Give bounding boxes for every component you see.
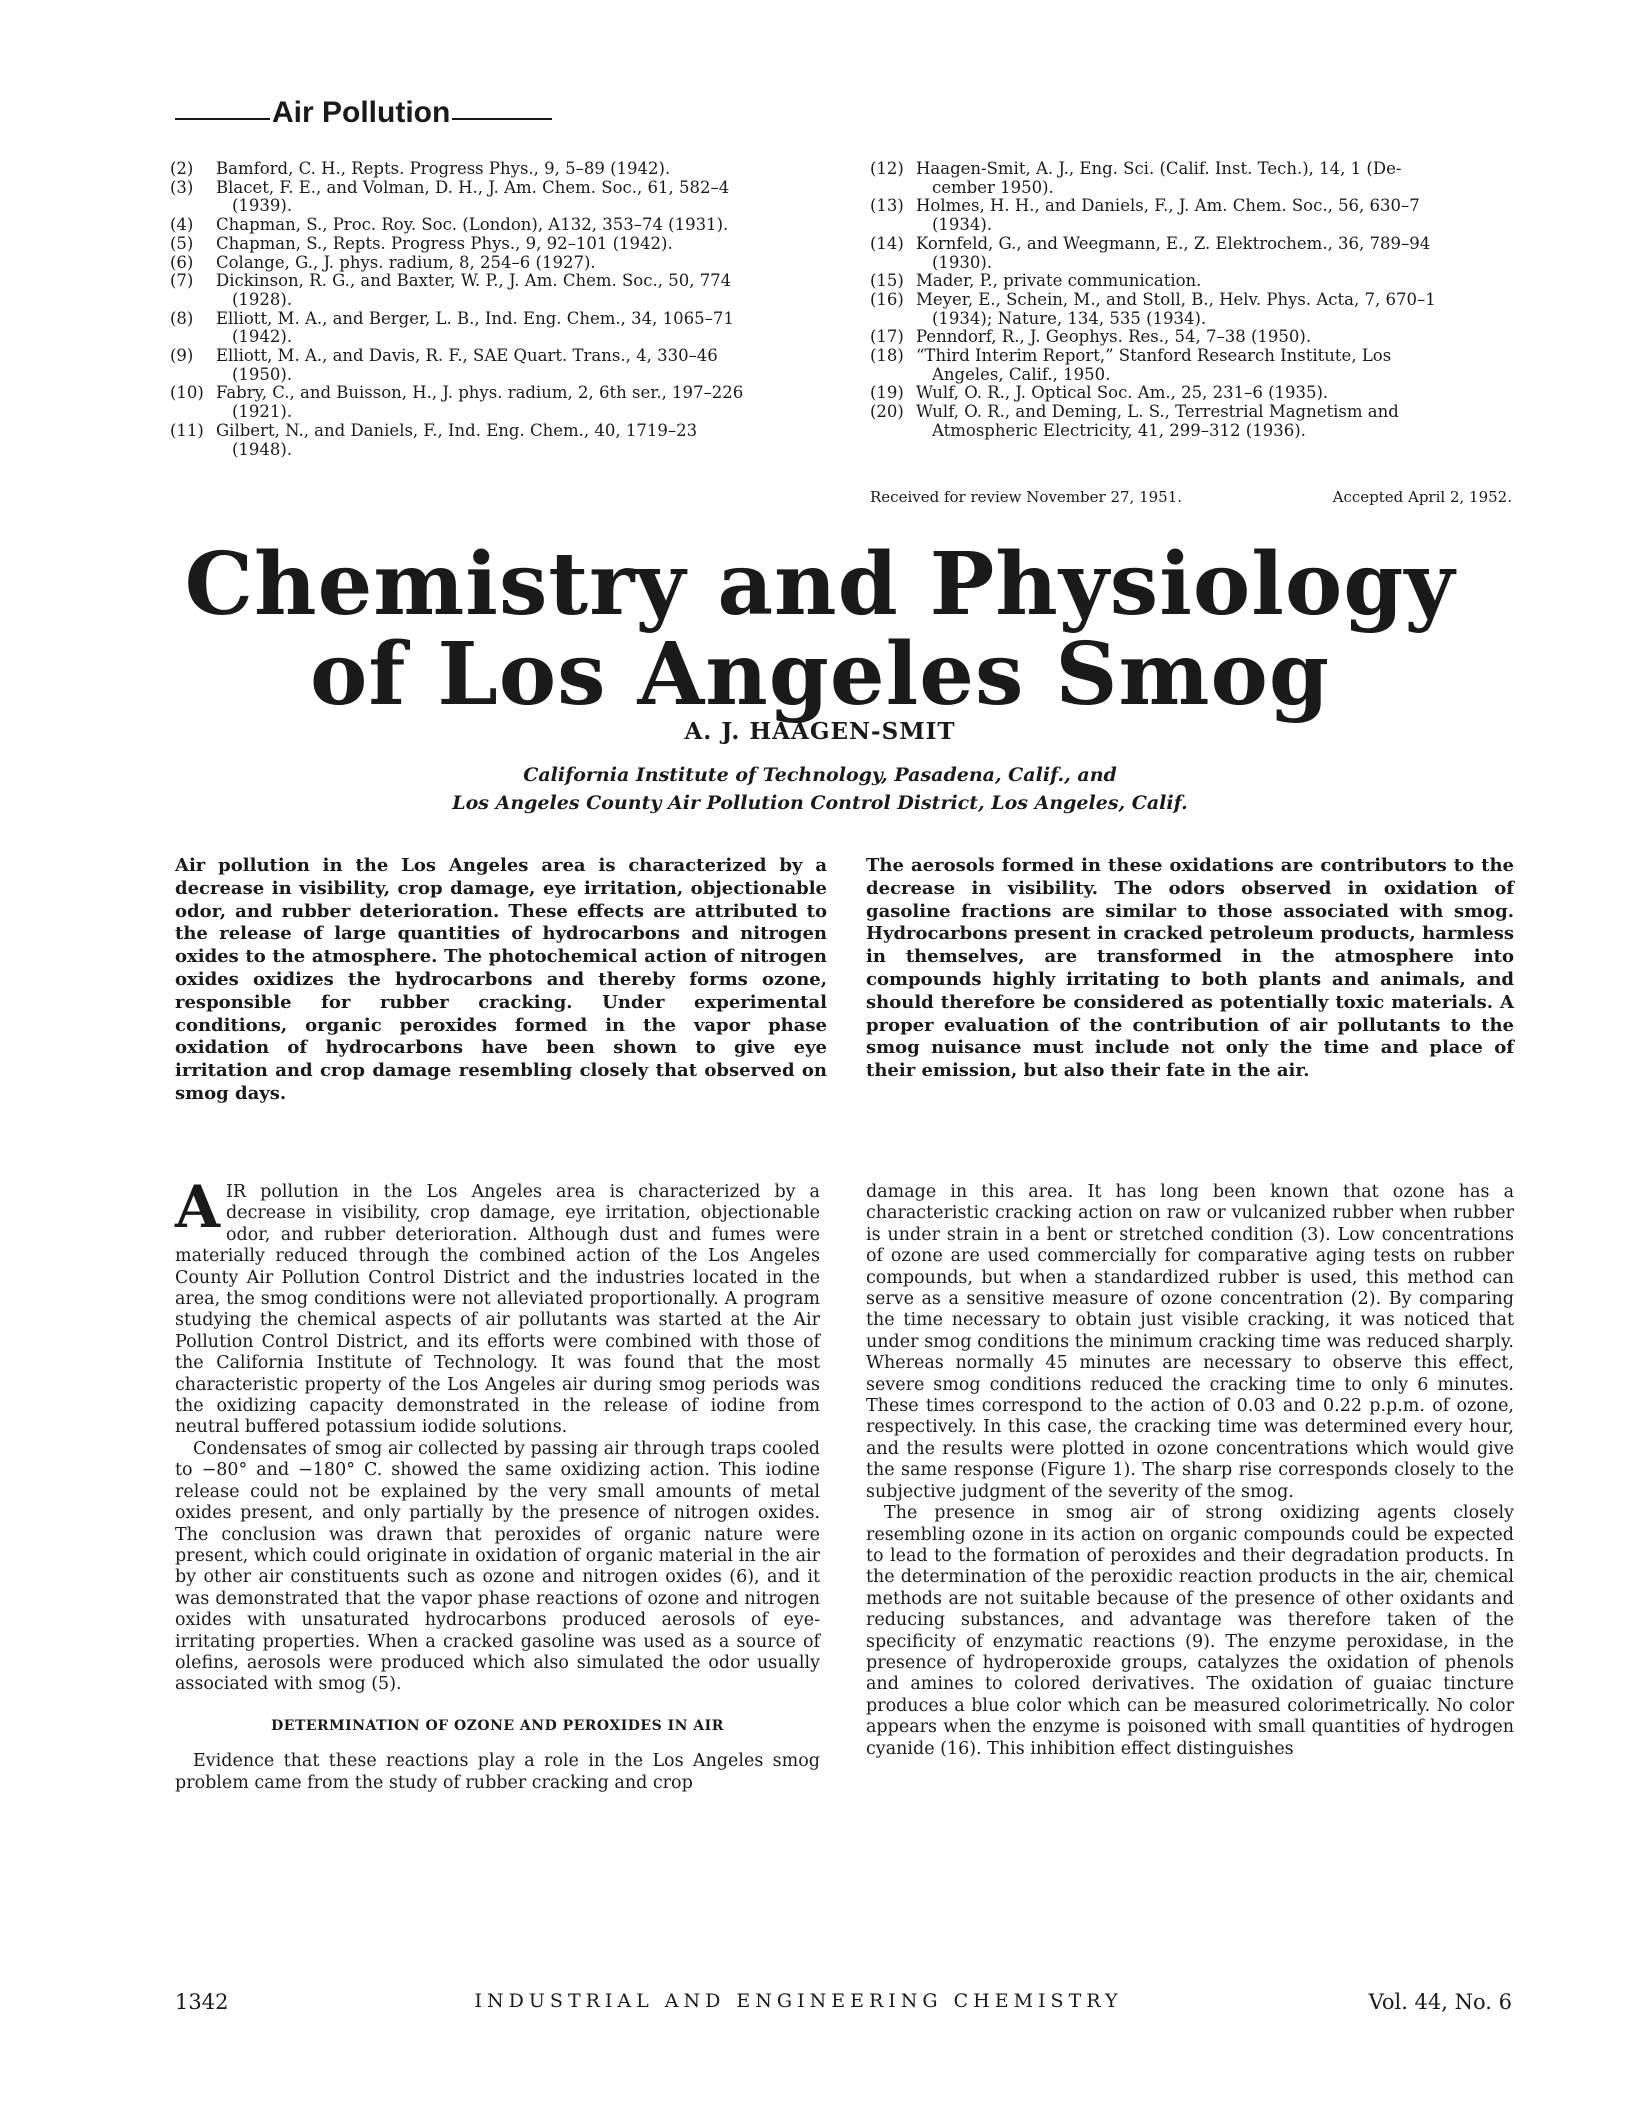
reference-line: Haagen-Smit, A. J., Eng. Sci. (Calif. Inst. Tech.), 14, 1 (De-: [916, 159, 1402, 178]
affiliation-line-2: Los Angeles County Air Pollution Control District, Los Angeles, Calif.: [452, 792, 1188, 814]
reference-text: [216, 160, 825, 179]
author-name: A. J. HAAGEN-SMIT: [684, 718, 956, 745]
reference-text: [916, 235, 1512, 272]
reference-number: (2): [170, 159, 194, 178]
reference-text: [216, 254, 825, 273]
reference-line: (1930).: [932, 252, 993, 272]
reference-line: “Third Interim Report,” Stanford Research Institute, Los: [916, 346, 1392, 366]
reference-item: [170, 216, 825, 235]
body-paragraph: [175, 1173, 820, 1439]
reference-text: [916, 384, 1512, 403]
reference-number: (13): [870, 196, 904, 216]
reference-text: [916, 403, 1512, 440]
reference-line: Mader, P., private communication.: [916, 271, 1202, 291]
reference-text: [216, 216, 825, 235]
reference-line: Wulf, O. R., and Deming, L. S., Terrestrial Magnetism and: [916, 402, 1399, 422]
reference-line: (1950).: [232, 364, 293, 384]
reference-item: [870, 160, 1512, 197]
reference-number: (18): [870, 346, 904, 366]
reference-number: (14): [870, 233, 904, 253]
volume-issue: Vol. 44, No. 6: [1368, 1990, 1512, 2014]
reference-line: (1934); Nature, 134, 535 (1934).: [932, 308, 1207, 328]
reference-line: (1948).: [232, 439, 293, 459]
body-column-right: [866, 1182, 1514, 1760]
reference-line: Fabry, C., and Buisson, H., J. phys. radium, 2, 6th ser., 197–226: [216, 383, 744, 403]
paragraph-text: IR pollution in the Los Angeles area is characterized by a decrease in visibility, crop damage, eye irritation, objectionable odor, and rubber deterioration. Although dust and fumes were materially reduced through the combined action of the Los Angeles County Air Pollution Control District and the industries located in the area, the smog conditions were not alleviated proportionally. A program studying the chemical aspects of air pollutants was started at the Air Pollution Control District, and its efforts were combined with those of the California Institute of Technology. It was found that the most characteristic property of the Los Angeles air during smog periods was the oxidizing capacity demonstrated in the release of iodine from neutral buffered potassium iodide solutions.: [175, 1182, 820, 1438]
reference-number: (7): [170, 271, 194, 291]
reference-item: [870, 328, 1512, 347]
reference-text: [216, 179, 825, 216]
reference-item: [870, 197, 1512, 234]
reference-line: Holmes, H. H., and Daniels, F., J. Am. Chem. Soc., 56, 630–7: [916, 196, 1420, 216]
page-footer: [175, 1990, 1512, 2014]
reference-text: [916, 197, 1512, 234]
reference-line: Chapman, S., Repts. Progress Phys., 9, 92–101 (1942).: [216, 233, 673, 253]
reference-line: Dickinson, R. G., and Baxter, W. P., J. Am. Chem. Soc., 50, 774: [216, 271, 732, 291]
journal-name: INDUSTRIAL AND ENGINEERING CHEMISTRY: [474, 1990, 1123, 2012]
received-date: Received for review November 27, 1951.: [870, 488, 1183, 506]
reference-line: Kornfeld, G., and Weegmann, E., Z. Elektrochem., 36, 789–94: [916, 233, 1431, 253]
reference-text: [216, 384, 825, 421]
reference-number: (4): [170, 215, 194, 235]
reference-item: [170, 384, 825, 421]
reference-text: [216, 235, 825, 254]
reference-line: Gilbert, N., and Daniels, F., Ind. Eng. Chem., 40, 1719–23: [216, 420, 698, 440]
reference-item: [870, 235, 1512, 272]
reference-line: (1942).: [232, 327, 293, 347]
reference-number: (12): [870, 159, 904, 178]
article-title: [0, 534, 1640, 725]
reference-text: [216, 347, 825, 384]
reference-text: [916, 328, 1512, 347]
header-rule-left: [175, 118, 270, 120]
body-column-left: [175, 1173, 820, 1794]
reference-number: (16): [870, 289, 904, 309]
reference-text: [916, 160, 1512, 197]
reference-line: (1921).: [232, 402, 293, 422]
body-paragraph: The presence in smog air of strong oxidizing agents closely resembling ozone in its action on organic compounds could be expected to lead to the formation of peroxides and their degradation products. In the determination of the peroxidic reaction products in the air, chemical methods are not suitable because of the presence of other oxidants and reducing substances, and advantage was therefore taken of the specificity of enzymatic reactions (9). The enzyme peroxidase, in the presence of hydroperoxide groups, catalyzes the oxidation of phenols and amines to colored derivatives. The oxidation of guaiac tincture produces a blue color which can be measured colorimetrically. No color appears when the enzyme is poisoned with small quantities of hydrogen cyanide (16). This inhibition effect distinguishes: [866, 1503, 1514, 1759]
reference-text: [216, 310, 825, 347]
drop-cap: A: [175, 1173, 221, 1241]
reference-text: [216, 272, 825, 309]
reference-item: [870, 403, 1512, 440]
reference-number: (6): [170, 252, 194, 272]
reference-number: (8): [170, 308, 194, 328]
reference-line: (1928).: [232, 289, 293, 309]
reference-line: Bamford, C. H., Repts. Progress Phys., 9, 5–89 (1942).: [216, 159, 671, 178]
references-right-column: [870, 160, 1512, 441]
section-title: Air Pollution: [272, 96, 451, 129]
reference-number: (17): [870, 327, 904, 347]
body-paragraph: Condensates of smog air collected by passing air through traps cooled to −80° and −180° C. showed the same oxidizing action. This iodine release could not be explained by the very small amounts of metal oxides present, and only partially by the presence of nitrogen oxides. The conclusion was drawn that peroxides of organic nature were present, which could originate in oxidation of organic material in the air by other air constituents such as ozone and nitrogen oxides (6), and it was demonstrated that the vapor phase reactions of ozone and nitrogen oxides with unsaturated hydrocarbons produced aerosols of eye-irritating properties. When a cracked gasoline was used as a source of olefins, aerosols were produced which also simulated the odor usually associated with smog (5).: [175, 1438, 820, 1695]
reference-number: (19): [870, 383, 904, 403]
reference-line: Meyer, E., Schein, M., and Stoll, B., Helv. Phys. Acta, 7, 670–1: [916, 289, 1436, 309]
affiliation-line-1: California Institute of Technology, Pasadena, Calif., and: [523, 764, 1117, 786]
header-rule-right: [452, 118, 552, 120]
reference-number: (20): [870, 402, 904, 422]
reference-text: [216, 422, 825, 459]
reference-number: (9): [170, 346, 194, 366]
reference-item: [870, 347, 1512, 384]
reference-line: Blacet, F. E., and Volman, D. H., J. Am. Chem. Soc., 61, 582–4: [216, 177, 730, 197]
reference-item: [170, 347, 825, 384]
abstract-right: The aerosols formed in these oxidations are contributors to the decrease in visibility. The odors observed in oxidation of gasoline fractions are similar to those associated with smog. Hydrocarbons present in cracked petroleum products, harmless in themselves, are transformed in the atmosphere into compounds highly irritating to both plants and animals, and should therefore be considered as potentially toxic materials. A proper evaluation of the contribution of air pollutants to the smog nuisance must include not only the time and place of their emission, but also their fate in the air.: [866, 855, 1514, 1082]
references-left-column: [170, 160, 825, 459]
section-header: [175, 98, 552, 128]
reference-number: (10): [170, 383, 204, 403]
reference-line: Atmospheric Electricity, 41, 299–312 (1936).: [932, 420, 1306, 440]
reference-text: [916, 347, 1512, 384]
page-number: 1342: [175, 1990, 229, 2014]
reference-item: [170, 179, 825, 216]
reference-line: Penndorf, R., J. Geophys. Res., 54, 7–38 (1950).: [916, 327, 1312, 347]
reference-item: [870, 384, 1512, 403]
reference-number: (15): [870, 271, 904, 291]
reference-item: [170, 235, 825, 254]
reference-item: [870, 291, 1512, 328]
reference-line: (1939).: [232, 196, 293, 216]
reference-line: Chapman, S., Proc. Roy. Soc. (London), A132, 353–74 (1931).: [216, 215, 729, 235]
reference-item: [170, 310, 825, 347]
reference-line: Elliott, M. A., and Davis, R. F., SAE Quart. Trans., 4, 330–46: [216, 346, 718, 366]
body-paragraph: Evidence that these reactions play a role in the Los Angeles smog problem came from the study of rubber cracking and crop: [175, 1751, 820, 1793]
reference-number: (5): [170, 233, 194, 253]
reference-text: [916, 272, 1512, 291]
reference-item: [170, 272, 825, 309]
reference-text: [916, 291, 1512, 328]
body-paragraph: damage in this area. It has long been known that ozone has a characteristic cracking action on raw or vulcanized rubber when rubber is under strain in a bent or stretched condition (3). Low concentrations of ozone are used commercially for comparative aging tests on rubber compounds, but when a standardized rubber is used, this method can serve as a sensitive measure of ozone concentration (2). By comparing the time necessary to obtain just visible cracking, it was noticed that under smog conditions the minimum cracking time was reduced sharply. Whereas normally 45 minutes are necessary to observe this effect, severe smog conditions reduced the cracking time to only 6 minutes. These times correspond to the action of 0.03 and 0.22 p.p.m. of ozone, respectively. In this case, the cracking time was determined every hour, and the results were plotted in ozone concentrations which would give the same response (Figure 1). The sharp rise corresponds closely to the subjective judgment of the severity of the smog.: [866, 1182, 1514, 1502]
reference-item: [170, 254, 825, 273]
reference-number: (11): [170, 420, 204, 440]
title-line-1: Chemistry and Physiology: [184, 534, 1456, 635]
reference-item: [870, 272, 1512, 291]
section-subheading: DETERMINATION OF OZONE AND PEROXIDES IN AIR: [271, 1717, 724, 1734]
received-line: [870, 488, 1512, 506]
abstract-left: Air pollution in the Los Angeles area is characterized by a decrease in visibility, crop damage, eye irritation, objectionable odor, and rubber deterioration. These effects are attributed to the release of large quantities of hydrocarbons and nitrogen oxides to the atmosphere. The photochemical action of nitrogen oxides oxidizes the hydrocarbons and thereby forms ozone, responsible for rubber cracking. Under experimental conditions, organic peroxides formed in the vapor phase oxidation of hydrocarbons have been shown to give eye irritation and crop damage resembling closely that observed on smog days.: [175, 855, 827, 1104]
reference-line: (1934).: [932, 215, 993, 235]
reference-item: [170, 160, 825, 179]
accepted-date: Accepted April 2, 1952.: [1332, 488, 1512, 506]
reference-number: (3): [170, 177, 194, 197]
reference-line: Elliott, M. A., and Berger, L. B., Ind. Eng. Chem., 34, 1065–71: [216, 308, 734, 328]
title-line-2: of Los Angeles Smog: [310, 624, 1330, 725]
reference-item: [170, 422, 825, 459]
reference-line: cember 1950).: [932, 177, 1054, 197]
reference-line: Angeles, Calif., 1950.: [932, 364, 1111, 384]
reference-line: Wulf, O. R., J. Optical Soc. Am., 25, 231–6 (1935).: [916, 383, 1329, 403]
reference-line: Colange, G., J. phys. radium, 8, 254–6 (1927).: [216, 252, 596, 272]
